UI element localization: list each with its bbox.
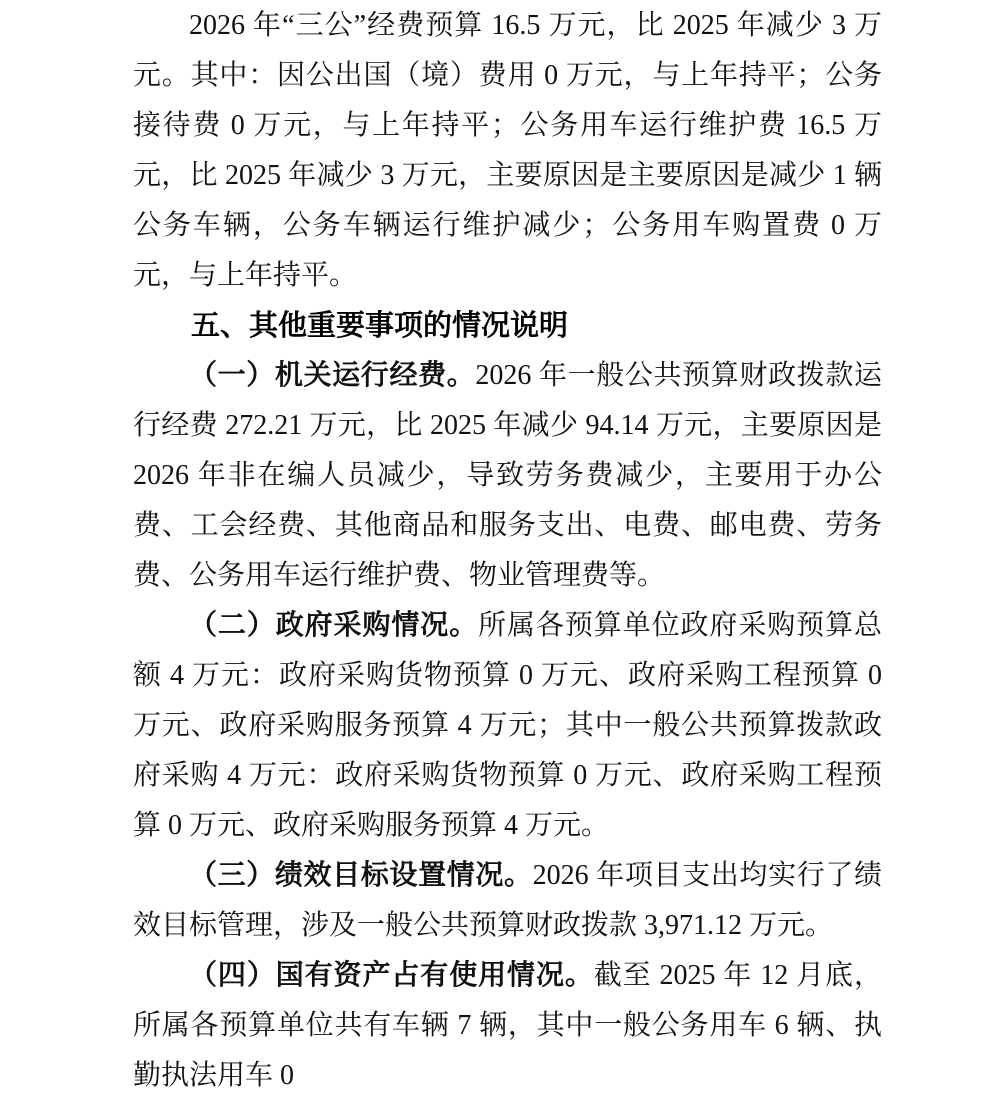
paragraph-performance-targets — [133, 851, 882, 951]
paragraph-text: 2026 年项目支出均实行了绩效目标管理，涉及一般公共预算财政拨款 3,971.12 万元。 — [133, 860, 882, 941]
paragraph-text: 所属各预算单位政府采购预算总额 4 万元：政府采购货物预算 0 万元、政府采购工程预算 0 万元、政府采购服务预算 4 万元；其中一般公共预算拨款政府采购 4 万元：政府采购货物预算 0 万元、政府采购工程预算 0 万元、政府采购服务预算 4 万元。 — [133, 610, 882, 841]
paragraph-text: 截至 2025 年 12 月底，所属各预算单位共有车辆 7 辆，其中一般公务用车 6 辆、执勤执法用车 0 — [133, 960, 882, 1091]
section-heading-other-important-matters: 五、其他重要事项的情况说明 — [191, 310, 569, 342]
paragraph-text: 2026 年一般公共预算财政拨款运行经费 272.21 万元，比 2025 年减少 94.14 万元，主要原因是 2026 年非在编人员减少，导致劳务费减少，主要用于办公费、工会经费、其他商品和服务支出、电费、邮电费、劳务费、公务用车运行维护费、物业管理费等。 — [133, 360, 882, 591]
paragraph-agency-operating-costs — [133, 351, 882, 601]
paragraph-lead: （四）国有资产占有使用情况。 — [189, 960, 594, 991]
paragraph-text: 2026 年“三公”经费预算 16.5 万元，比 2025 年减少 3 万元。其中：因公出国（境）费用 0 万元，与上年持平；公务接待费 0 万元，与上年持平；公务用车运行维护费 16.5 万元，比 2025 年减少 3 万元，主要原因是主要原因是减少 1 辆公务车辆，公务车辆运行维护减少；公务用车购置费 0 万元，与上年持平。 — [133, 10, 882, 291]
paragraph-government-procurement — [133, 601, 882, 851]
paragraph-lead: （一）机关运行经费。 — [189, 360, 476, 391]
paragraph-three-public-funds — [133, 1, 882, 301]
paragraph-lead: （二）政府采购情况。 — [189, 610, 479, 641]
paragraph-state-owned-assets — [133, 951, 882, 1101]
paragraph-lead: （三）绩效目标设置情况。 — [189, 860, 533, 891]
